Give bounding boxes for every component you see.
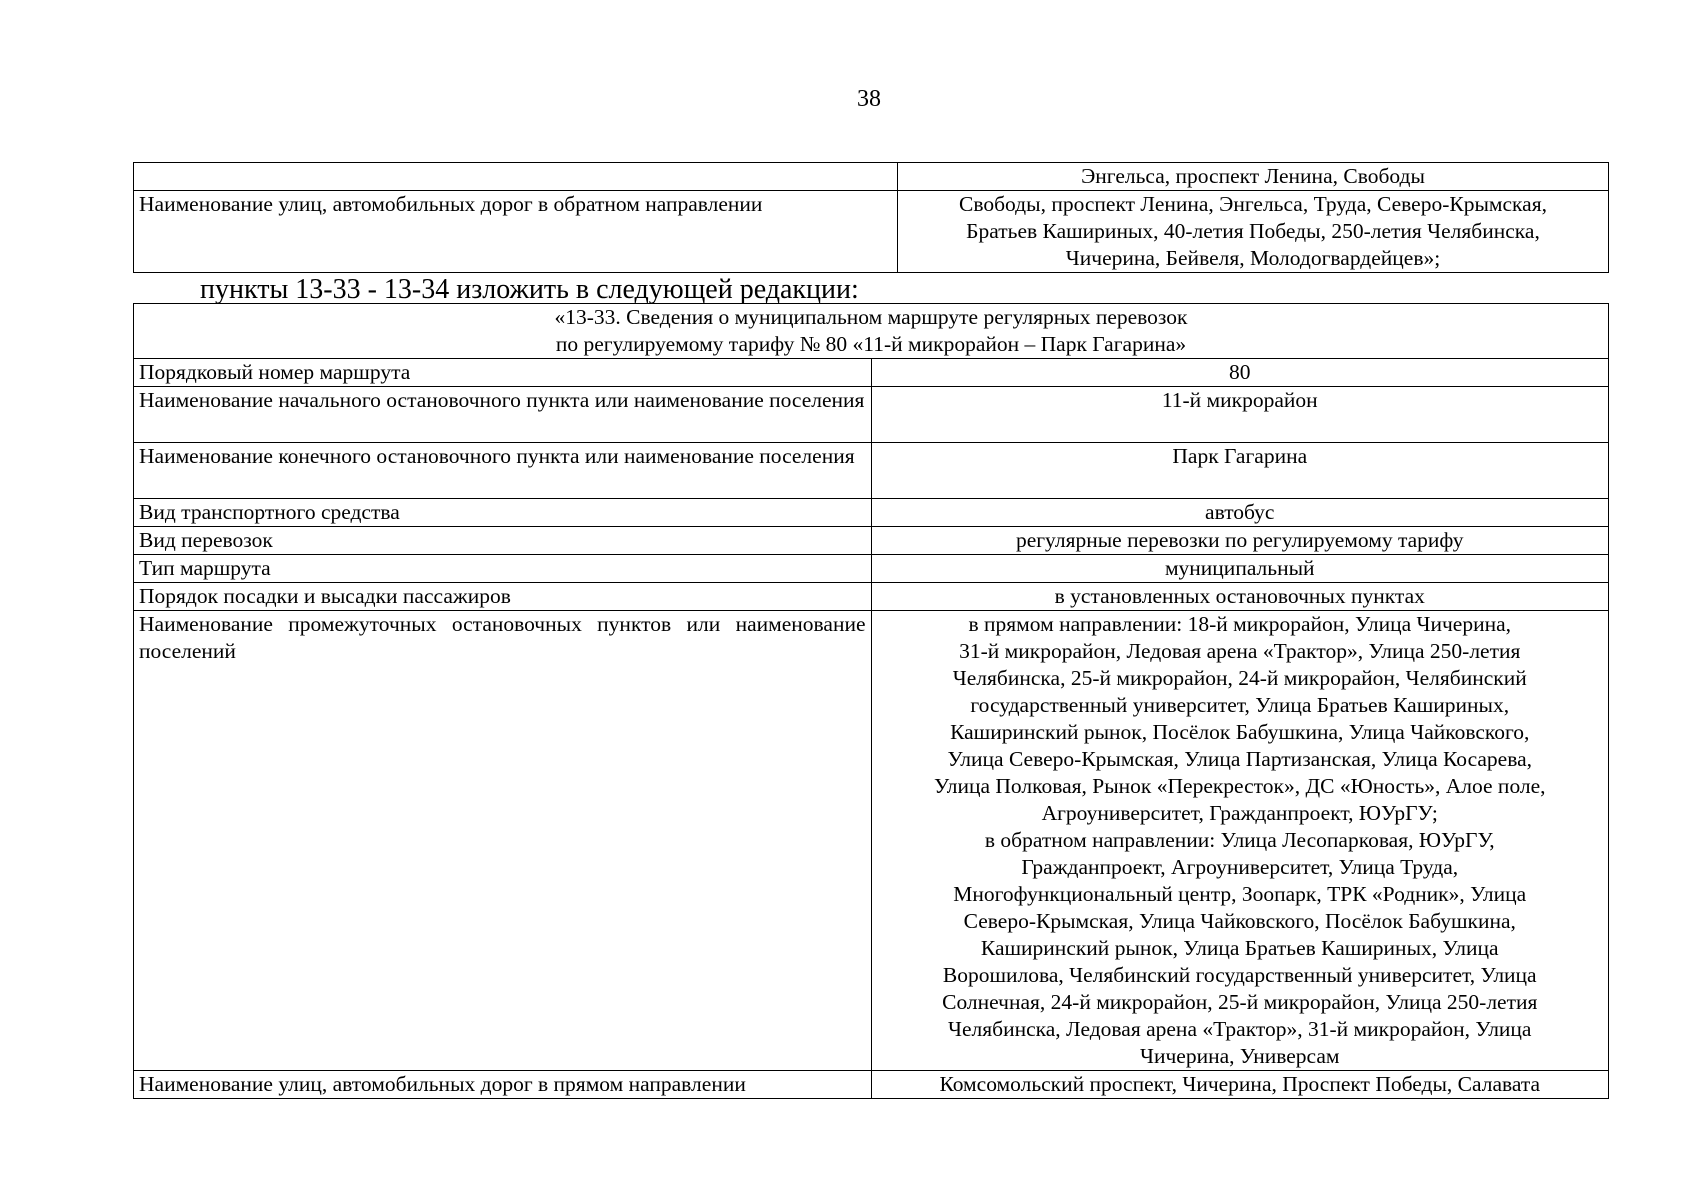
row-value: муниципальный: [871, 555, 1609, 583]
instruction-text: пункты 13-33 - 13-34 изложить в следующей редакции:: [200, 274, 859, 305]
row-label: Вид перевозок: [134, 527, 872, 555]
intermediate-stops-value: в прямом направлении: 18-й микрорайон, Улица Чичерина, 31-й микрорайон, Ледовая арена «Трактор», Улица 250-летия Челябинска, 25-й микрорайон, 24-й микрорайон, Челябинский государственный университет, Улица Братьев Кашириных, Каширинский рынок, Посёлок Бабушкина, Улица Чайковского, Улица Северо-Крымская, Улица Партизанская, Улица Косарева, Улица Полковая, Рынок «Перекресток», ДС «Юность», Алое поле, Агроуниверситет, Гражданпроект, ЮУрГУ; в обратном направлении: Улица Лесопарковая, ЮУрГУ, Гражданпроект, Агроуниверситет, Улица Труда, Многофункциональный центр, Зоопарк, ТРК «Родник», Улица Северо-Крымская, Улица Чайковского, Посёлок Бабушкина, Каширинский рынок, Улица Братьев Кашириных, Улица Ворошилова, Челябинский государственный университет, Улица Солнечная, 24-й микрорайон, 25-й микрорайон, Улица 250-летия Челябинска, Ледовая арена «Трактор», 31-й микрорайон, Улица Чичерина, Универсам: [871, 611, 1609, 1071]
route-heading-line-2: по регулируемому тарифу № 80 «11-й микрорайон – Парк Гагарина»: [555, 332, 1187, 356]
row-label: Порядковый номер маршрута: [134, 359, 872, 387]
direct-streets-label: Наименование улиц, автомобильных дорог в прямом направлении: [134, 1071, 872, 1099]
row-label: Вид транспортного средства: [134, 499, 872, 527]
table-row: [134, 499, 1609, 527]
route-table: [133, 303, 1609, 1099]
table-cell-empty: [134, 163, 898, 191]
row-value: 80: [871, 359, 1609, 387]
row-label: Наименование конечного остановочного пункта или наименование поселения: [134, 443, 872, 499]
table-row: [134, 443, 1609, 499]
row-value: автобус: [871, 499, 1609, 527]
intermediate-stops-label: Наименование промежуточных остановочных пунктов или наименование поселений: [134, 611, 872, 1071]
table-row: [134, 387, 1609, 443]
row-value: Парк Гагарина: [871, 443, 1609, 499]
continuation-cell: Энгельса, проспект Ленина, Свободы: [898, 163, 1609, 191]
row-value: 11-й микрорайон: [871, 387, 1609, 443]
table-row: [134, 611, 1609, 1071]
page-number: 38: [857, 86, 881, 112]
table-row: [134, 163, 1609, 191]
reverse-streets-label: Наименование улиц, автомобильных дорог в обратном направлении: [134, 191, 898, 273]
row-label: Порядок посадки и высадки пассажиров: [134, 583, 872, 611]
table-row: [134, 555, 1609, 583]
table-row: [134, 191, 1609, 273]
row-value: регулярные перевозки по регулируемому тарифу: [871, 527, 1609, 555]
table-row: [134, 527, 1609, 555]
route-heading-line-1: «13-33. Сведения о муниципальном маршруте регулярных перевозок: [554, 305, 1188, 329]
table-row: [134, 359, 1609, 387]
row-label: Тип маршрута: [134, 555, 872, 583]
row-label: Наименование начального остановочного пункта или наименование поселения: [134, 387, 872, 443]
table-row: [134, 1071, 1609, 1099]
row-value: в установленных остановочных пунктах: [871, 583, 1609, 611]
table-heading-row: [134, 304, 1609, 359]
direct-streets-value: Комсомольский проспект, Чичерина, Проспект Победы, Салавата: [871, 1071, 1609, 1099]
route-heading: [134, 304, 1609, 359]
reverse-streets-value: Свободы, проспект Ленина, Энгельса, Труда, Северо-Крымская, Братьев Кашириных, 40-летия Победы, 250-летия Челябинска, Чичерина, Бейвеля, Молодогвардейцев»;: [898, 191, 1609, 273]
top-table: [133, 162, 1609, 273]
table-row: [134, 583, 1609, 611]
